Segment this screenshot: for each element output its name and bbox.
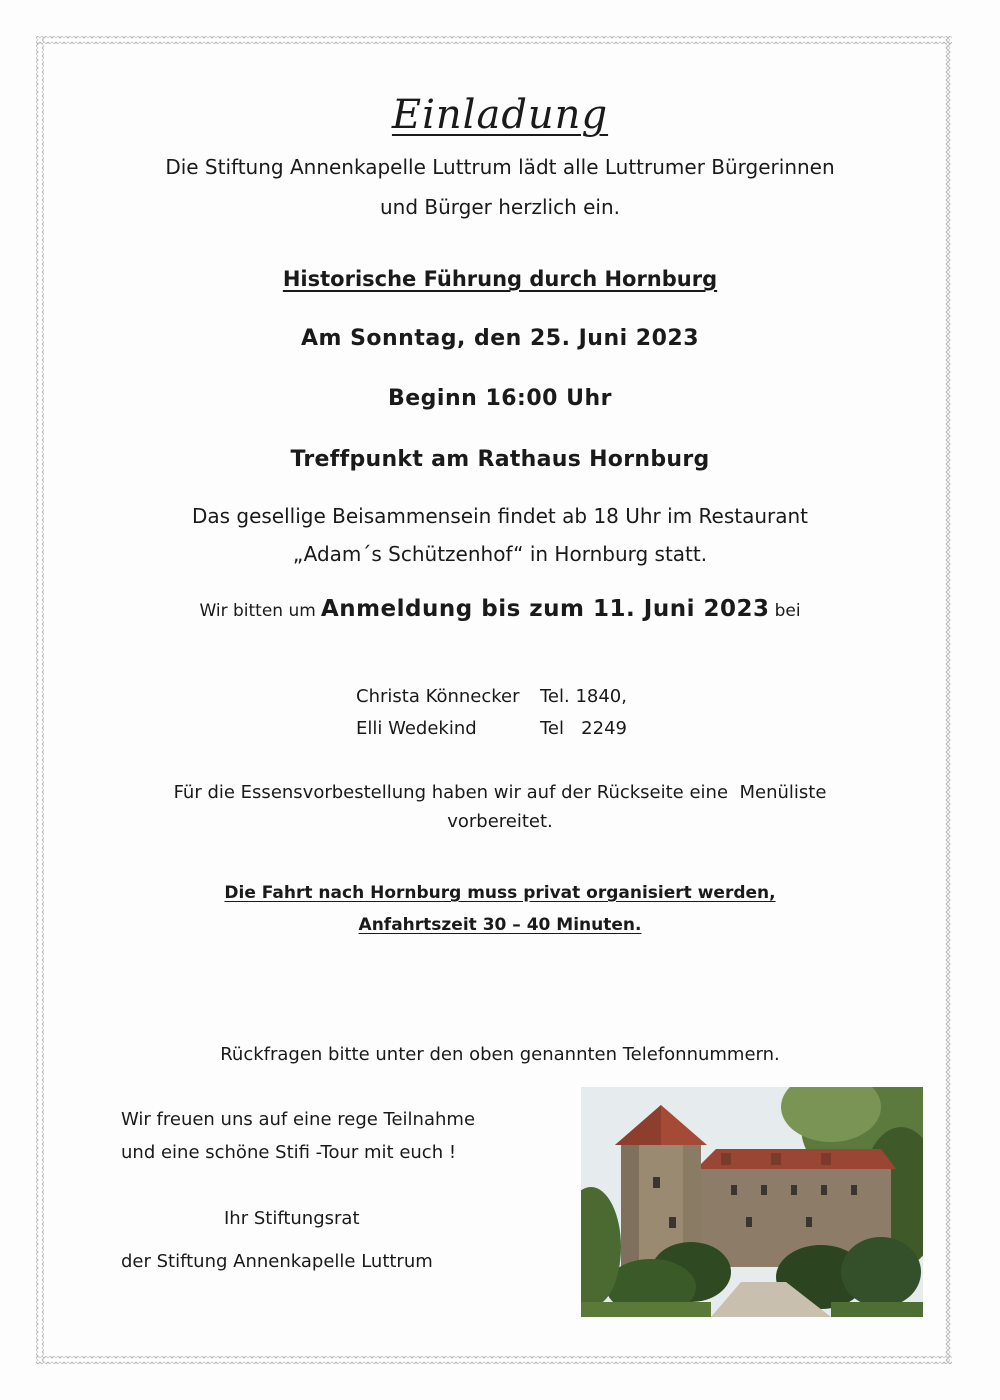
- invitation-title: Einladung: [391, 92, 609, 138]
- contact-name-2: Elli Wedekind: [356, 718, 477, 739]
- registration-prefix: Wir bitten um: [199, 601, 316, 621]
- castle-tower-photo: [581, 1087, 923, 1317]
- contact-name-1: Christa Könnecker: [356, 686, 520, 707]
- closing-line-2: und eine schöne Stifi -Tour mit euch !: [121, 1142, 457, 1163]
- registration-line: [0, 596, 1000, 622]
- event-meeting-point: Treffpunkt am Rathaus Hornburg: [290, 447, 710, 472]
- travel-note-line-1: Die Fahrt nach Hornburg muss privat organisiert werden,: [224, 883, 776, 903]
- contact-phone-1: Tel. 1840,: [540, 686, 627, 707]
- closing-line-1: Wir freuen uns auf eine rege Teilnahme: [121, 1109, 476, 1130]
- registration-deadline: Anmeldung bis zum 11. Juni 2023: [320, 596, 770, 622]
- event-heading: Historische Führung durch Hornburg: [282, 267, 718, 291]
- questions-note: Rückfragen bitte unter den oben genannten Telefonnummern.: [220, 1044, 780, 1065]
- castle-illustration: [581, 1087, 923, 1317]
- event-start-time: Beginn 16:00 Uhr: [387, 386, 613, 411]
- travel-note-line-2: Anfahrtszeit 30 – 40 Minuten.: [358, 915, 642, 935]
- menu-note-line-1: Für die Essensvorbestellung haben wir auf der Rückseite eine Menüliste: [173, 782, 827, 803]
- signature-line-1: Ihr Stiftungsrat: [224, 1208, 360, 1229]
- registration-suffix: bei: [774, 601, 801, 621]
- menu-note-line-2: vorbereitet.: [447, 811, 553, 832]
- intro-line-1: Die Stiftung Annenkapelle Luttrum lädt alle Luttrumer Bürgerinnen: [165, 155, 835, 179]
- social-line-2: „Adam´s Schützenhof“ in Hornburg statt.: [292, 542, 708, 566]
- social-line-1: Das gesellige Beisammensein findet ab 18 Uhr im Restaurant: [191, 504, 809, 528]
- intro-line-2: und Bürger herzlich ein.: [380, 195, 620, 219]
- signature-line-2: der Stiftung Annenkapelle Luttrum: [121, 1251, 433, 1272]
- event-date: Am Sonntag, den 25. Juni 2023: [300, 326, 700, 351]
- contact-phone-2: Tel 2249: [540, 718, 627, 739]
